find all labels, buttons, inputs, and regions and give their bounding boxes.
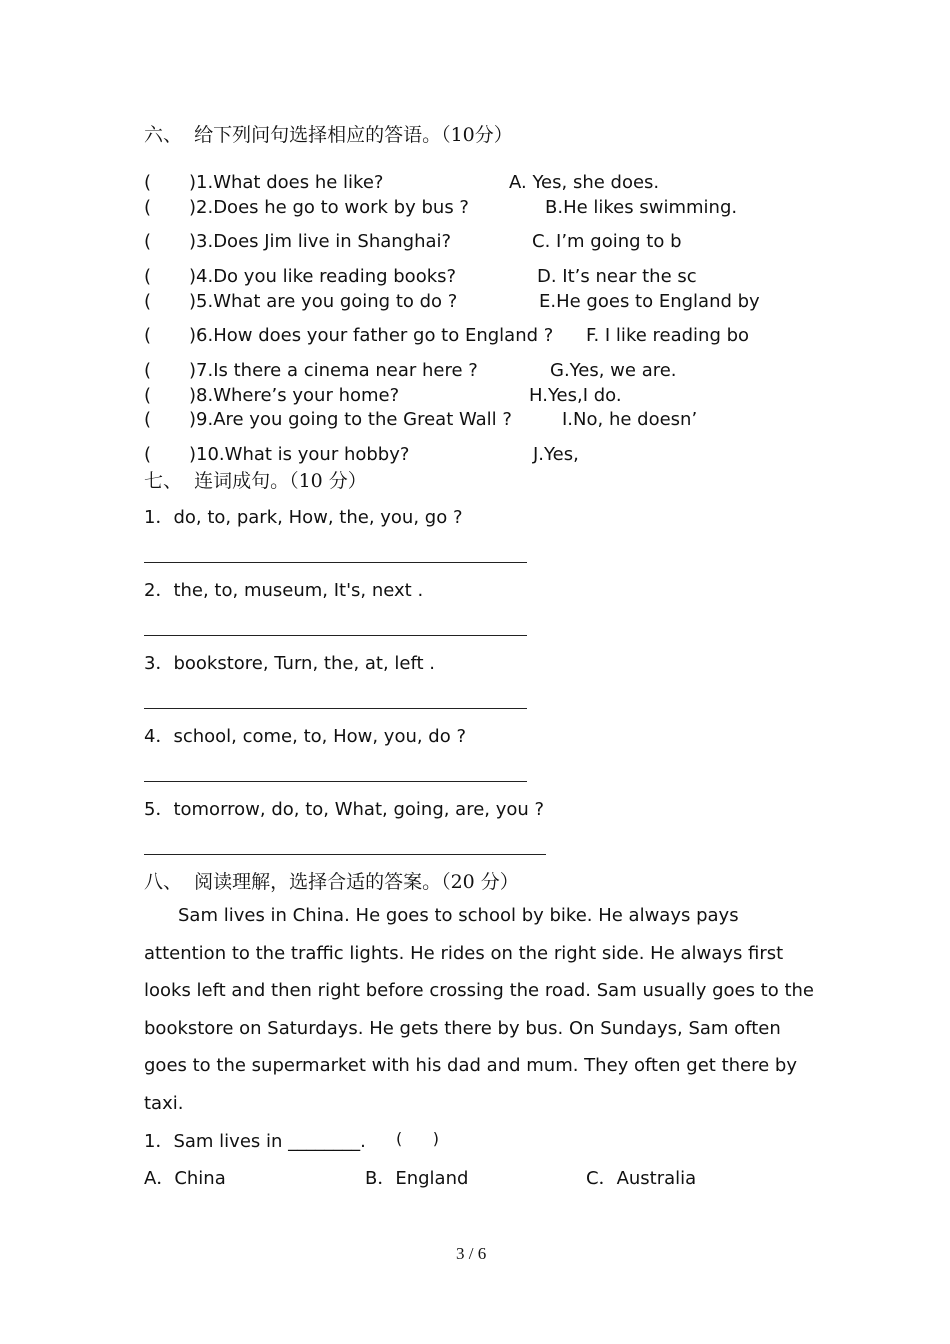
matching-question: )5.What are you going to do ? xyxy=(189,291,458,312)
matching-question: )2.Does he go to work by bus ? xyxy=(189,197,469,218)
answer-paren[interactable]: ( xyxy=(144,385,152,406)
answer-line-1[interactable] xyxy=(144,562,527,563)
answer-paren[interactable]: ( xyxy=(144,291,152,312)
answer-paren[interactable]: ( xyxy=(144,172,152,193)
matching-question: )7.Is there a cinema near here ? xyxy=(189,360,478,381)
answer-paren[interactable]: ( xyxy=(144,444,152,465)
matching-question: )4.Do you like reading books? xyxy=(189,266,457,287)
reading-passage: Sam lives in China. He goes to school by bike. He always pays attention to the traffic lights. He rides on the right side. He always first looks left and then right before crossing the road. Sam usually goes to the bookstore on Saturdays. He gets there by bus. On Sundays, Sam often goes to the supermarket with his dad and mum. They often get there by taxi. xyxy=(144,905,815,1114)
answer-paren[interactable]: ( xyxy=(144,266,152,287)
section7-item-2: 2．the, to, museum, It's, next . xyxy=(144,580,424,601)
matching-answer: F. I like reading bo xyxy=(586,325,750,346)
option-a[interactable]: A．China xyxy=(144,1168,226,1189)
section6-title: 六、 给下列问句选择相应的答语。（10分） xyxy=(144,124,513,146)
section7-item-4: 4．school, come, to, How, you, do ? xyxy=(144,726,467,747)
matching-question: )9.Are you going to the Great Wall ? xyxy=(189,409,512,430)
option-c[interactable]: C．Australia xyxy=(586,1168,697,1189)
matching-answer: D. It’s near the sc xyxy=(537,266,697,287)
matching-answer: A. Yes, she does. xyxy=(509,172,660,193)
matching-answer: H.Yes,I do. xyxy=(529,385,622,406)
matching-question: )8.Where’s your home? xyxy=(189,385,400,406)
answer-line-4[interactable] xyxy=(144,781,527,782)
answer-paren[interactable]: ( xyxy=(144,409,152,430)
matching-answer: J.Yes, xyxy=(533,444,579,465)
answer-bracket[interactable]: ( ) xyxy=(396,1129,439,1148)
matching-answer: I.No, he doesn’ xyxy=(562,409,698,430)
matching-question: )10.What is your hobby? xyxy=(189,444,410,465)
matching-question: )3.Does Jim live in Shanghai? xyxy=(189,231,452,252)
reading-question-1: 1．Sam lives in ________. xyxy=(144,1131,366,1152)
matching-question: )1.What does he like? xyxy=(189,172,384,193)
page-number: 3 / 6 xyxy=(456,1244,487,1263)
section8-title: 八、 阅读理解，选择合适的答案。（20 分） xyxy=(144,871,519,893)
answer-paren[interactable]: ( xyxy=(144,360,152,381)
section7-item-1: 1．do, to, park, How, the, you, go ? xyxy=(144,507,463,528)
section7-item-3: 3．bookstore, Turn, the, at, left . xyxy=(144,653,436,674)
answer-line-5[interactable] xyxy=(144,854,546,855)
option-b[interactable]: B．England xyxy=(365,1168,469,1189)
answer-line-2[interactable] xyxy=(144,635,527,636)
answer-line-3[interactable] xyxy=(144,708,527,709)
matching-answer: B.He likes swimming. xyxy=(545,197,738,218)
matching-answer: E.He goes to England by xyxy=(539,291,760,312)
matching-answer: C. I’m going to b xyxy=(532,231,682,252)
answer-paren[interactable]: ( xyxy=(144,231,152,252)
section7-title: 七、 连词成句。（10 分） xyxy=(144,470,367,492)
answer-paren[interactable]: ( xyxy=(144,325,152,346)
matching-question: )6.How does your father go to England ? xyxy=(189,325,554,346)
answer-paren[interactable]: ( xyxy=(144,197,152,218)
section7-item-5: 5．tomorrow, do, to, What, going, are, you ? xyxy=(144,799,545,820)
matching-answer: G.Yes, we are. xyxy=(550,360,677,381)
